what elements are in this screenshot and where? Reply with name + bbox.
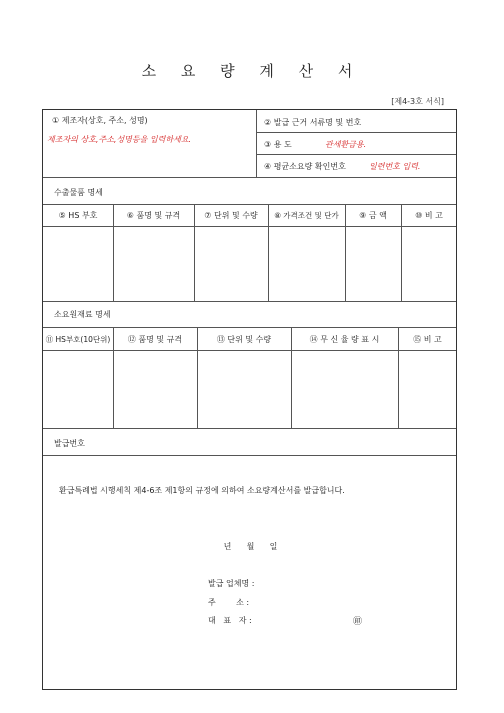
material-col-hs: ⑪ HS부호(10단위) bbox=[45, 335, 111, 344]
document-title: 소 요 량 계 산 서 bbox=[141, 62, 363, 80]
issuance-statement: 환급특례법 시행세칙 제4-6조 제1항의 규정에 의하여 소요량계산서를 발급합니다. bbox=[59, 486, 345, 495]
form-number: [제4-3호 서식] bbox=[391, 97, 444, 106]
avg-ref-value[interactable]: 일련번호 입력. bbox=[369, 162, 421, 171]
rule bbox=[43, 301, 456, 302]
date-line[interactable]: 년 월 일 bbox=[223, 542, 278, 551]
material-col-remarks: ⑮ 비 고 bbox=[413, 335, 442, 344]
material-col-name: ⑫ 품명 및 규격 bbox=[127, 335, 183, 344]
rule bbox=[43, 455, 456, 456]
top-divider bbox=[256, 110, 257, 177]
export-col-qty: ⑦ 단위 및 수량 bbox=[204, 211, 258, 220]
basis-doc-label: ② 발급 근거 서류명 및 번호 bbox=[264, 118, 362, 127]
avg-ref-label: ④ 평균소요량 확인번호 bbox=[264, 162, 346, 171]
seal-mark: ㊞ bbox=[353, 617, 363, 627]
rule bbox=[256, 154, 456, 155]
rule bbox=[43, 327, 456, 328]
issuer-representative-label: 대 표 자 : bbox=[208, 616, 252, 625]
export-col-price: ⑧ 가격조건 및 단가 bbox=[274, 211, 339, 220]
export-section-title: 수출물품 명세 bbox=[54, 188, 103, 197]
rule bbox=[43, 226, 456, 227]
issuer-address-label: 주 소 : bbox=[208, 598, 250, 607]
usage-label: ③ 용 도 bbox=[264, 140, 292, 149]
issuer-company-label: 발급 업체명 : bbox=[208, 579, 255, 588]
material-col-qty: ⑬ 단위 및 수량 bbox=[216, 335, 272, 344]
export-col-remarks: ⑩ 비 고 bbox=[415, 211, 443, 220]
usage-value[interactable]: 관세환급용. bbox=[325, 140, 367, 149]
rule bbox=[43, 177, 456, 178]
export-col-hs: ⑤ HS 부호 bbox=[58, 211, 98, 220]
rule bbox=[43, 204, 456, 205]
rule bbox=[256, 132, 456, 133]
material-col-loss: ⑭ 무 신 율 량 표 시 bbox=[309, 335, 380, 344]
export-col-name: ⑥ 품명 및 규격 bbox=[126, 211, 181, 220]
rule bbox=[43, 428, 456, 429]
rule bbox=[43, 350, 456, 351]
export-col-amount: ⑨ 금 액 bbox=[359, 211, 387, 220]
manufacturer-field[interactable]: 제조자의 상호,주소,성명등을 입력하세요. bbox=[47, 135, 192, 144]
issue-number-label: 발급번호 bbox=[54, 439, 85, 448]
manufacturer-label: ① 제조자(상호, 주소, 성명) bbox=[52, 116, 148, 125]
form-frame bbox=[42, 109, 457, 690]
material-section-title: 소요원재료 명세 bbox=[54, 310, 111, 319]
